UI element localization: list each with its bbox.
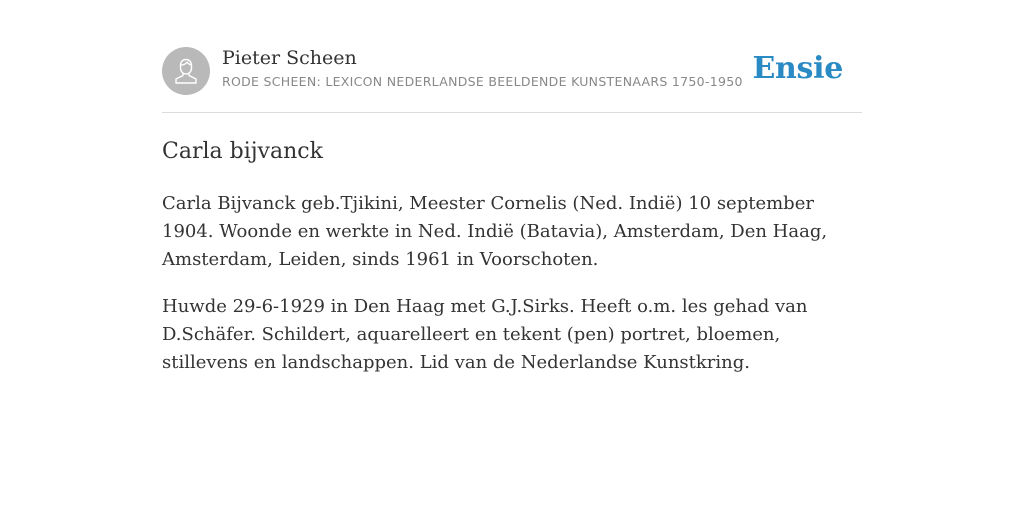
author-block [222, 46, 743, 90]
author-name[interactable]: Pieter Scheen [222, 47, 357, 69]
article-header [162, 46, 862, 113]
avatar [162, 47, 210, 95]
user-icon [172, 56, 200, 86]
article-paragraph: Carla Bijvanck geb.Tjikini, Meester Cornelis (Ned. Indië) 10 september 1904. Woonde en werkte in Ned. Indië (Batavia), Amsterdam, Den Haag, Amsterdam, Leiden, sinds 1961 in Voorschoten. [162, 193, 828, 270]
article-title: Carla bijvanck [162, 139, 323, 164]
article-paragraph: Huwde 29-6-1929 in Den Haag met G.J.Sirks. Heeft o.m. les gehad van D.Schäfer. Schildert, aquarelleert en tekent (pen) portret, bloemen, stillevens en landschappen. Lid van de Nederlandse Kunstkring. [162, 296, 808, 373]
brand-logo[interactable]: Ensie [752, 51, 843, 86]
page-container [162, 46, 862, 377]
source-title[interactable]: RODE SCHEEN: LEXICON NEDERLANDSE BEELDENDE KUNSTENAARS 1750-1950 [222, 74, 743, 89]
